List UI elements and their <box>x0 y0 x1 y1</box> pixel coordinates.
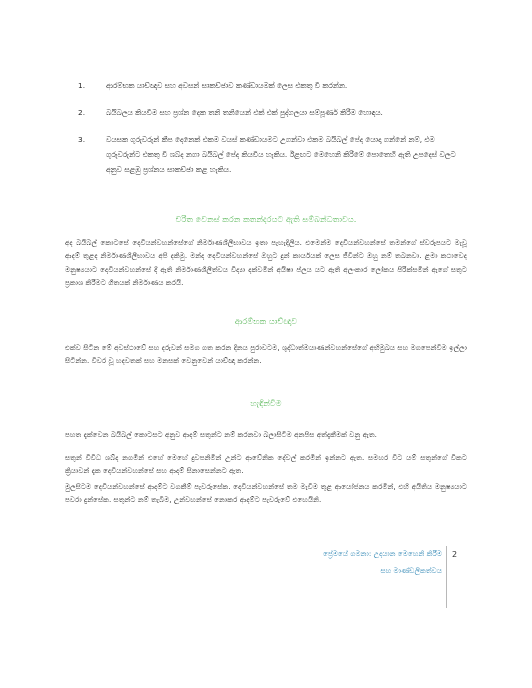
list-item <box>58 78 463 93</box>
section-heading-story-link: චරිත වෙනස් කරන කතන්දරයට ඇති සම්බන්ධතාවය. <box>175 214 357 224</box>
list-text: බයිබලය කියවීම සහ ප්‍රශ්න දෙක තනි තනියෙන් එක් එක් පුද්ගලයා සම්පූර්ණ කිරීම හොඳය. <box>106 108 383 117</box>
list-number: 1. <box>78 81 86 90</box>
paragraph-opening-prayer: එක්ව සිටින මේ අවස්ථාවේ සහ දරුවන් සමග ගත කරන දිනය පුරාවටම, ශුද්ධාත්මයාණන්වහන්සේගේ අභිමුඛය සහ මගපෙන්වීම ඉල්ලා සිටින්න. විවර වූ හදවතක් සහ මනසක් වෙනුවෙන් යාච්ඥා කරන්න. <box>65 343 467 366</box>
footer-title-line1: ප්‍රේමයේ ගමනා: උදයාන මෙහෙනි කිරීම <box>323 549 442 558</box>
paragraph-introduction-3: මුලසිටම දෙවියන්වහන්සේ ආදම්ට වගකීම් පැවරුසේක. දෙවියන්වහන්සේ තම මැවීම තුළ ආයෝජනය කරමින්, එහි අයිතිය මනුෂ්‍යයාට පවරා දුන්සේක. සතුන්ට නම් තැබීම, උන්වහන්සේ නොකර ආදම්ට පැවරුවේ එහෙයිනි. <box>65 482 467 505</box>
paragraph-introduction-1: පහත දැක්වෙන බයිබල් කොටසට අනුව ආදම් සතුන්ට නම් කරනවා බලාසිටීම අනපිස අත්දැකීමක් වනු ඇත. <box>65 430 377 439</box>
list-item <box>58 105 463 120</box>
paragraph-story-link: අද බයිබල් කොටසේ දෙවියන්වහන්සේගේ නිර්මාණශීලීභාවය ඉතා පැහැදිලිය. එමෙන්ම දෙවියන්වහන්සේ තමන්ගේ ස්වරූපයට මැවූ ආදම් තුළද නිර්මාණශීලීභාවය අපි දකිමු. මන්ද දෙවියන්වහන්සේ ඔහුට දුන් කාර්යයක් ලෙස ජීවීන්ට ඔහු නම් තබනවා. ළමා කථාවෙද මනුෂ්‍යයාට දෙවියන්වහන්සේ දී ඇති නිර්මාණශීලීත්වය විද්‍යා දක්වමින් අයිෂා ප්ලය යට ඇති අලංකාර ලෝකය පිරික්සමින් ඇගේ සතුට ප්‍රකාශ කිරීමට ගීතයක් නිර්මාණය කරයි. <box>65 238 467 288</box>
paragraph-introduction-2: සතුන් විවිධ ශබ්ද නගමින් එහේ මෙහේ දුවපනිමින් උන්ට ආවේනික දේවල් කරමින් ඉන්නට ඇත. සමහර විට යම් සතුන්ගේ විකට ක්‍රියාවන් දැක දෙවියන්වහන්සේ සහ ආදම් සිනාසෙන්නට ඇත. <box>65 453 467 476</box>
list-number: 3. <box>78 135 86 144</box>
list-number: 2. <box>78 108 86 117</box>
page-number: 2 <box>452 550 458 559</box>
list-text: ආරම්භක යාච්ඥාව සහ අවසන් සාකච්ඡාව කණ්ඩායමක් ලෙස එකතු වී කරන්න. <box>106 81 348 90</box>
instruction-list <box>58 78 463 189</box>
list-item <box>58 132 463 177</box>
section-heading-introduction: හැඳින්වීම <box>250 398 282 408</box>
section-heading-opening-prayer: ආරම්භක යාච්ඥාව <box>234 316 298 326</box>
list-text: වයසක ගුරුවරුන් කීප දෙනෙක් එකම වයස් කණ්ඩායමට උගන්වා එකම බයිබල් පේද යොදා ගන්නේ නම්, එම ගුරුවරුන්ට එකතු වී ශබ්ද නගා බයිබල් පේද කියවිය හැකිය. ඊළඟට මෙහෙනි කිරීමේ පොතෙහි ඇති උපදෙස් වලට අනුව සළඹු ප්‍රශ්නය සාකච්ඡා කළ හැකිය. <box>106 135 456 174</box>
footer-title-line2: සහ මාණ්ඩලිකත්වය <box>380 566 442 575</box>
footer-divider <box>446 546 447 608</box>
